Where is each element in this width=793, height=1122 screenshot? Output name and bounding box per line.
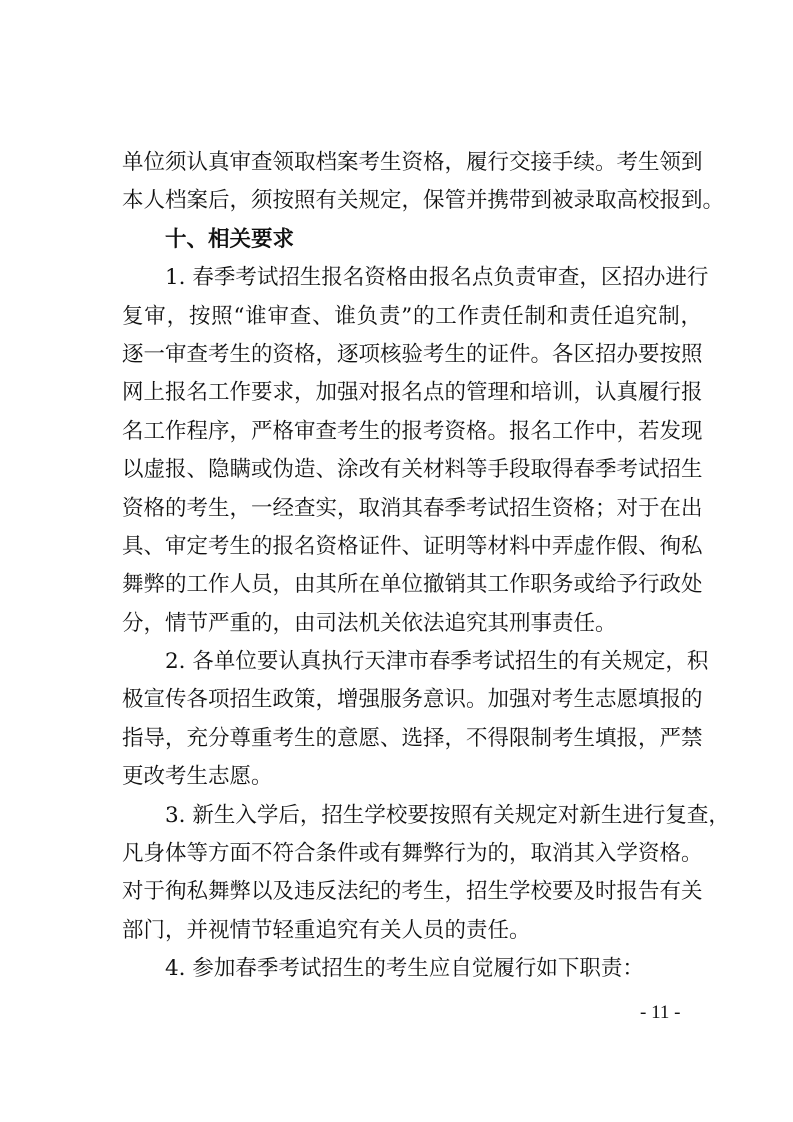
text-line: 具、审定考生的报名资格证件、证明等材料中弄虚作假、徇私 <box>122 534 703 559</box>
text-line: 部门，并视情节轻重追究有关人员的责任。 <box>122 918 531 943</box>
section-heading: 十、相关要求 <box>165 227 295 252</box>
text-line: 极宣传各项招生政策，增强服务意识。加强对考生志愿填报的 <box>122 687 703 712</box>
text-line: 舞弊的工作人员，由其所在单位撤销其工作职务或给予行政处 <box>122 572 703 597</box>
text-line: 指导，充分尊重考生的意愿、选择，不得限制考生填报，严禁 <box>122 726 703 751</box>
text-line: 2. 各单位要认真执行天津市春季考试招生的有关规定，积 <box>165 649 709 674</box>
text-line: 单位须认真审查领取档案考生资格，履行交接手续。考生领到 <box>122 150 703 175</box>
text-line: 凡身体等方面不符合条件或有舞弊行为的，取消其入学资格。 <box>122 841 703 866</box>
text-line: 复审，按照“谁审查、谁负责”的工作责任制和责任追究制， <box>122 304 702 329</box>
text-line: 1. 春季考试招生报名资格由报名点负责审查，区招办进行 <box>165 265 709 290</box>
text-line: 网上报名工作要求，加强对报名点的管理和培训，认真履行报 <box>122 380 703 405</box>
text-line: 分，情节严重的，由司法机关依法追究其刑事责任。 <box>122 611 617 636</box>
text-line: 逐一审查考生的资格，逐项核验考生的证件。各区招办要按照 <box>122 342 703 367</box>
text-line: 名工作程序，严格审查考生的报考资格。报名工作中，若发现 <box>122 419 703 444</box>
text-line: 更改考生志愿。 <box>122 764 273 789</box>
text-line: 资格的考生，一经查实，取消其春季考试招生资格；对于在出 <box>122 496 703 521</box>
text-line: 本人档案后，须按照有关规定，保管并携带到被录取高校报到。 <box>122 188 725 213</box>
text-line: 4. 参加春季考试招生的考生应自觉履行如下职责： <box>165 956 644 981</box>
text-line: 对于徇私舞弊以及违反法纪的考生，招生学校要及时报告有关 <box>122 879 703 904</box>
text-line: 3. 新生入学后，招生学校要按照有关规定对新生进行复查， <box>165 803 730 828</box>
page-number: - 11 - <box>640 1002 681 1023</box>
text-line: 以虚报、隐瞒或伪造、涂改有关材料等手段取得春季考试招生 <box>122 457 703 482</box>
